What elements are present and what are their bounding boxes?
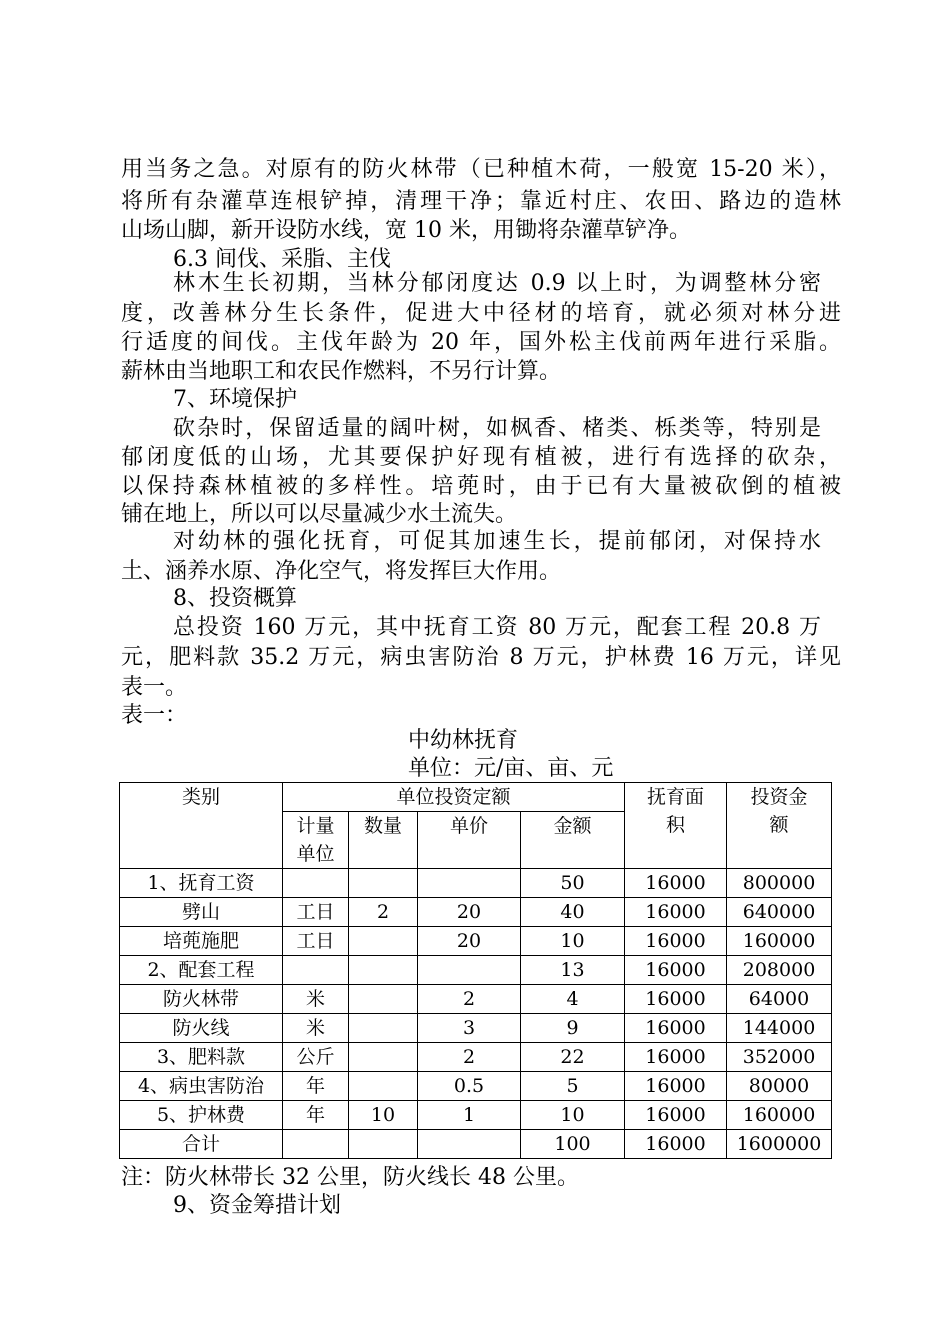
cell-investment: 208000 (727, 956, 832, 985)
paragraph-thinning-line: 行适度的间伐。主伐年龄为 20 年，国外松主伐前两年进行采脂。 (121, 330, 841, 355)
cell-measure-unit (283, 869, 349, 898)
cell-investment: 160000 (727, 927, 832, 956)
paragraph-fire-prevention-line: 将所有杂灌草连根铲掉，清理干净；靠近村庄、农田、路边的造林 (121, 189, 841, 214)
paragraph-investment-line: 元，肥料款 35.2 万元，病虫害防治 8 万元，护林费 16 万元，详见 (121, 645, 841, 670)
cell-investment: 1600000 (727, 1130, 832, 1159)
cell-amount: 9 (521, 1014, 625, 1043)
paragraph-thinning-line: 度，改善林分生长条件，促进大中径材的培育，就必须对林分进 (121, 301, 841, 326)
cell-quantity (349, 985, 418, 1014)
paragraph-environment-line: 铺在地上，所以可以尽量减少水土流失。 (121, 502, 518, 527)
cell-area: 16000 (625, 1014, 727, 1043)
cell-measure-unit: 工日 (283, 927, 349, 956)
paragraph-thinning-line: 薪林由当地职工和农民作燃料，不另行计算。 (121, 359, 562, 384)
header-investment: 投资金额 (727, 783, 832, 869)
cell-category: 劈山 (120, 898, 283, 927)
table-row (120, 1014, 832, 1043)
cell-investment: 64000 (727, 985, 832, 1014)
cell-quantity (349, 1072, 418, 1101)
cell-category: 合计 (120, 1130, 283, 1159)
cell-investment: 800000 (727, 869, 832, 898)
cell-category: 培蔸施肥 (120, 927, 283, 956)
cell-quantity (349, 869, 418, 898)
header-unit-price: 单价 (418, 812, 521, 869)
cell-amount: 5 (521, 1072, 625, 1101)
paragraph-thinning-line: 林木生长初期，当林分郁闭度达 0.9 以上时，为调整林分密 (173, 271, 821, 296)
cell-measure-unit (283, 956, 349, 985)
table-row (120, 1043, 832, 1072)
paragraph-young-forest-line: 土、涵养水原、净化空气，将发挥巨大作用。 (121, 559, 562, 584)
cell-measure-unit: 米 (283, 985, 349, 1014)
table-row (120, 898, 832, 927)
cell-quantity (349, 1014, 418, 1043)
cell-category: 防火林带 (120, 985, 283, 1014)
header-category: 类别 (120, 783, 283, 869)
cell-measure-unit: 公斤 (283, 1043, 349, 1072)
cell-area: 16000 (625, 869, 727, 898)
cell-area: 16000 (625, 898, 727, 927)
cell-unit-price: 3 (418, 1014, 521, 1043)
section-heading-9: 9、资金筹措计划 (173, 1193, 341, 1218)
investment-table (119, 782, 832, 1159)
header-amount: 金额 (521, 812, 625, 869)
cell-area: 16000 (625, 1101, 727, 1130)
cell-quantity (349, 956, 418, 985)
paragraph-fire-prevention-line: 山场山脚，新开设防水线，宽 10 米，用锄将杂灌草铲净。 (121, 218, 691, 243)
cell-unit-price: 0.5 (418, 1072, 521, 1101)
paragraph-fire-prevention-line: 用当务之急。对原有的防火林带（已种植木荷，一般宽 15-20 米）， (121, 157, 841, 182)
cell-investment: 160000 (727, 1101, 832, 1130)
cell-unit-price: 2 (418, 1043, 521, 1072)
cell-amount: 22 (521, 1043, 625, 1072)
cell-quantity (349, 1130, 418, 1159)
cell-unit-price (418, 869, 521, 898)
cell-unit-price (418, 1130, 521, 1159)
cell-area: 16000 (625, 985, 727, 1014)
header-quantity: 数量 (349, 812, 418, 869)
cell-measure-unit: 年 (283, 1101, 349, 1130)
cell-quantity: 10 (349, 1101, 418, 1130)
table-reference-label: 表一： (121, 703, 188, 728)
table-header-row (120, 783, 832, 812)
table-row (120, 956, 832, 985)
cell-category: 5、护林费 (120, 1101, 283, 1130)
cell-quantity (349, 1043, 418, 1072)
section-heading-7: 7、环境保护 (173, 387, 297, 412)
section-heading-8: 8、投资概算 (173, 586, 297, 611)
paragraph-environment-line: 以保持森林植被的多样性。培蔸时，由于已有大量被砍倒的植被 (121, 474, 841, 499)
cell-investment: 80000 (727, 1072, 832, 1101)
paragraph-young-forest-line: 对幼林的强化抚育，可促其加速生长，提前郁闭，对保持水 (173, 529, 821, 554)
paragraph-environment-line: 砍杂时，保留适量的阔叶树，如枫香、楮类、栎类等，特别是 (173, 416, 821, 441)
cell-unit-price: 20 (418, 898, 521, 927)
cell-investment: 352000 (727, 1043, 832, 1072)
paragraph-investment-line: 总投资 160 万元，其中抚育工资 80 万元，配套工程 20.8 万 (173, 615, 821, 640)
cell-area: 16000 (625, 927, 727, 956)
cell-quantity: 2 (349, 898, 418, 927)
section-heading-6-3: 6.3 间伐、采脂、主伐 (173, 247, 391, 272)
header-measure-unit: 计量单位 (283, 812, 349, 869)
cell-amount: 4 (521, 985, 625, 1014)
table-title: 中幼林抚育 (408, 728, 519, 753)
table-row (120, 869, 832, 898)
cell-category: 防火线 (120, 1014, 283, 1043)
table-row (120, 927, 832, 956)
cell-unit-price: 2 (418, 985, 521, 1014)
cell-quantity (349, 927, 418, 956)
cell-investment: 640000 (727, 898, 832, 927)
cell-area: 16000 (625, 1043, 727, 1072)
cell-unit-price: 20 (418, 927, 521, 956)
cell-category: 1、抚育工资 (120, 869, 283, 898)
cell-area: 16000 (625, 1130, 727, 1159)
table-note: 注：防火林带长 32 公里，防火线长 48 公里。 (121, 1165, 579, 1190)
cell-amount: 13 (521, 956, 625, 985)
cell-measure-unit: 米 (283, 1014, 349, 1043)
paragraph-investment-line: 表一。 (121, 675, 188, 700)
table-row (120, 1072, 832, 1101)
cell-unit-price (418, 956, 521, 985)
table-total-row (120, 1130, 832, 1159)
cell-unit-price: 1 (418, 1101, 521, 1130)
paragraph-environment-line: 郁闭度低的山场，尤其要保护好现有植被，进行有选择的砍杂， (121, 445, 841, 470)
cell-category: 3、肥料款 (120, 1043, 283, 1072)
cell-amount: 10 (521, 927, 625, 956)
cell-amount: 10 (521, 1101, 625, 1130)
cell-category: 2、配套工程 (120, 956, 283, 985)
cell-category: 4、病虫害防治 (120, 1072, 283, 1101)
cell-measure-unit: 工日 (283, 898, 349, 927)
cell-measure-unit (283, 1130, 349, 1159)
header-unit-quota: 单位投资定额 (283, 783, 625, 812)
table-row (120, 985, 832, 1014)
cell-area: 16000 (625, 1072, 727, 1101)
cell-measure-unit: 年 (283, 1072, 349, 1101)
cell-area: 16000 (625, 956, 727, 985)
cell-amount: 100 (521, 1130, 625, 1159)
cell-investment: 144000 (727, 1014, 832, 1043)
table-row (120, 1101, 832, 1130)
table-unit-label: 单位：元/亩、亩、元 (408, 756, 614, 781)
cell-amount: 40 (521, 898, 625, 927)
header-area: 抚育面积 (625, 783, 727, 869)
cell-amount: 50 (521, 869, 625, 898)
